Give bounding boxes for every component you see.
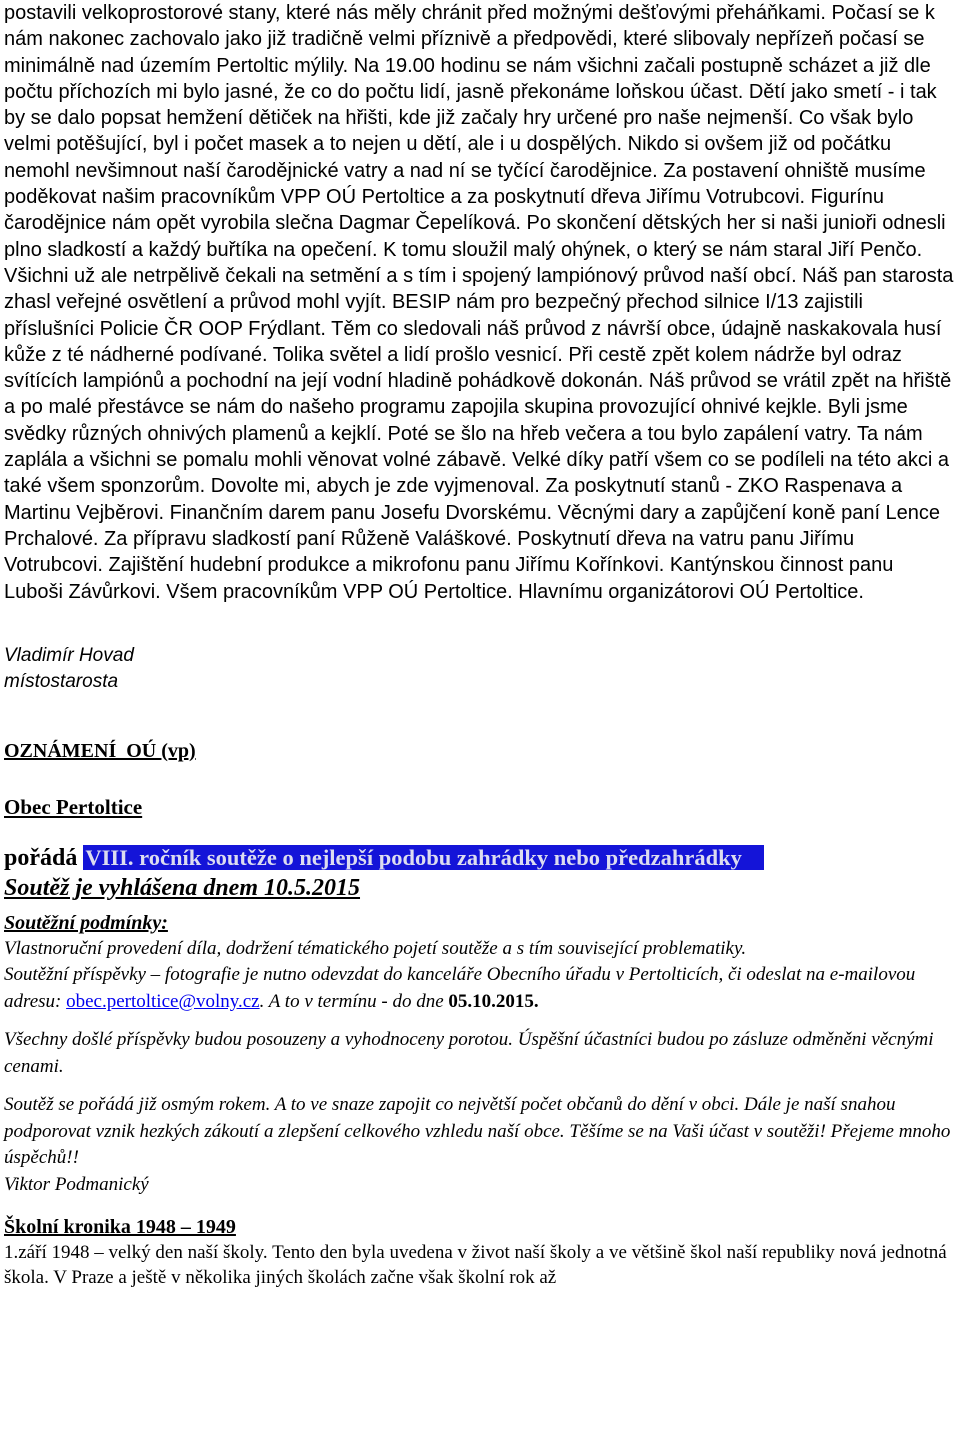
purpose-paragraph: Soutěž se pořádá již osmým rokem. A to ve snaze zapojit co největší počet občanů do dění v obci. Dále je naší snahou podporovat vznik hezkých zákoutí a zlepšení celkového vzhledu naší obce. Těšíme se na Vaši účast v soutěži! Přejeme mnoho úspěchů!!: [4, 1094, 951, 1169]
deadline-date: 05.10.2015.: [448, 990, 539, 1012]
email-link[interactable]: obec.pertoltice@volny.cz: [66, 990, 260, 1012]
chronicle-heading: Školní kronika 1948 – 1949: [4, 1216, 236, 1239]
announced-date: Soutěž je vyhlášena dnem 10.5.2015: [4, 874, 361, 901]
conditions-line-1: Vlastnoruční provedení díla, dodržení tématického pojetí soutěže a s tím související problematiky.: [4, 937, 747, 959]
notice-heading: OZNÁMENÍ OÚ (vp): [4, 739, 196, 762]
notice-signature: Viktor Podmanický: [4, 1173, 149, 1195]
competition-line: [4, 842, 956, 874]
organizer-heading: Obec Pertoltice: [4, 794, 143, 819]
author-role: místostarosta: [4, 670, 119, 692]
author-name: Vladimír Hovad: [4, 644, 134, 666]
document-page: [4, 0, 956, 1290]
article-body: postavili velkoprostorové stany, které nás měly chránit před možnými dešťovými přeháňkami. Počasí se k nám nakonec zachovalo jako již tradičně velmi příznivě a předpovědi, které slibovaly nepřízeň počasí se minimálně nad územím Pertoltic mýlily. Na 19.00 hodinu se nám všichni začali postupně scházet a již dle počtu příchozích mi bylo jasné, že co do počtu lidí, jasně překonáme loňskou účast. Dětí jako smetí - i tak by se dalo popsat hemžení dětiček na hřišti, kde již začaly hry určené pro naše nejmenší. Co však bylo velmi potěšující, byl i počet masek a to nejen u dětí, ale i u dospělých. Nikdo si ovšem již od počátku nemohl nevšimnout naší čarodějnické vatry a nad ní se tyčící čarodějnice. Za postavení ohniště musíme poděkovat našim pracovníkům VPP OÚ Pertoltice a za poskytnutí dřeva Jiřímu Votrubcovi. Figurínu čarodějnice nám opět vyrobila slečna Dagmar Čepelíková. Po skončení dětských her si naši junioři odnesli plno sladkostí a každý buřtíka na opečení. K tomu sloužil malý ohýnek, o který se nám staral Jiří Penčo. Všichni už ale netrpělivě čekali na setmění a s tím i spojený lampiónový průvod naší obcí. Náš pan starosta zhasl veřejné osvětlení a průvod mohl vyjít. BESIP nám pro bezpečný přechod silnice I/13 zajistili příslušníci Policie ČR OOP Frýdlant. Těm co sledovali náš průvod z návrší obce, údajně naskakovala husí kůže z té nádherné podívané. Tolika světel a lidí prošlo vesnicí. Při cestě zpět kolem nádrže byl odraz svítících lampiónů a pochodní na její vodní hladině pohádkově dokonán. Náš průvod se vrátil zpět na hřiště a po malé přestávce se nám do našeho programu zapojila skupina provozující ohnivé kejkle. Byli jsme svědky různých ohnivých plamenů a kejklí. Poté se šlo na hřeb večera a tou bylo zapálení vatry. Ta nám zaplála a všichni se pomalu mohli věnovat volné zábavě. Velké díky patří všem co se podíleli na této akci a také všem sponzorům. Dovolte mi, abych je zde vyjmenoval. Za poskytnutí stanů - ZKO Raspenava a Martinu Vejběrovi. Finančním darem panu Josefu Dvorskému. Věcnými dary a zapůjčení koně paní Lence Prchalové. Za přípravu sladkostí paní Růženě Valáškové. Poskytnutí dřeva na vatru panu Jiřímu Votrubcovi. Zajištění hudební produkce a mikrofonu panu Jiřímu Kořínkovi. Kantýnskou činnost panu Luboši Závůrkovi. Všem pracovníkům VPP OÚ Pertoltice. Hlavnímu organizátorovi OÚ Pertoltice.: [4, 2, 954, 603]
evaluation-paragraph: Všechny došlé příspěvky budou posouzeny a vyhodnoceny porotou. Úspěšní účastníci budou po zásluze odměněni věcnými cenami.: [4, 1029, 934, 1077]
conditions-text: Soutěžní příspěvky – fotografie je nutno odevzdat do kanceláře Obecního úřadu v Pertolticích, či odeslat na e-mailovou adresu:: [4, 964, 916, 1012]
competition-title: VIII. ročník soutěže o nejlepší podobu zahrádky nebo předzahrádky: [83, 845, 764, 870]
announces-word: pořádá: [4, 844, 78, 871]
conditions-deadline-text: . A to v termínu - do dne: [259, 990, 449, 1012]
chronicle-text: 1.září 1948 – velký den naší školy. Tento den byla uvedena v život naší školy a ve většině škol naší republiky nová jednotná škola. V Praze a ještě v několika jiných školách začne však školní rok až: [4, 1242, 947, 1289]
conditions-line-2: [4, 962, 956, 1015]
article-signature: [4, 643, 956, 695]
conditions-heading: Soutěžní podmínky:: [4, 911, 168, 934]
